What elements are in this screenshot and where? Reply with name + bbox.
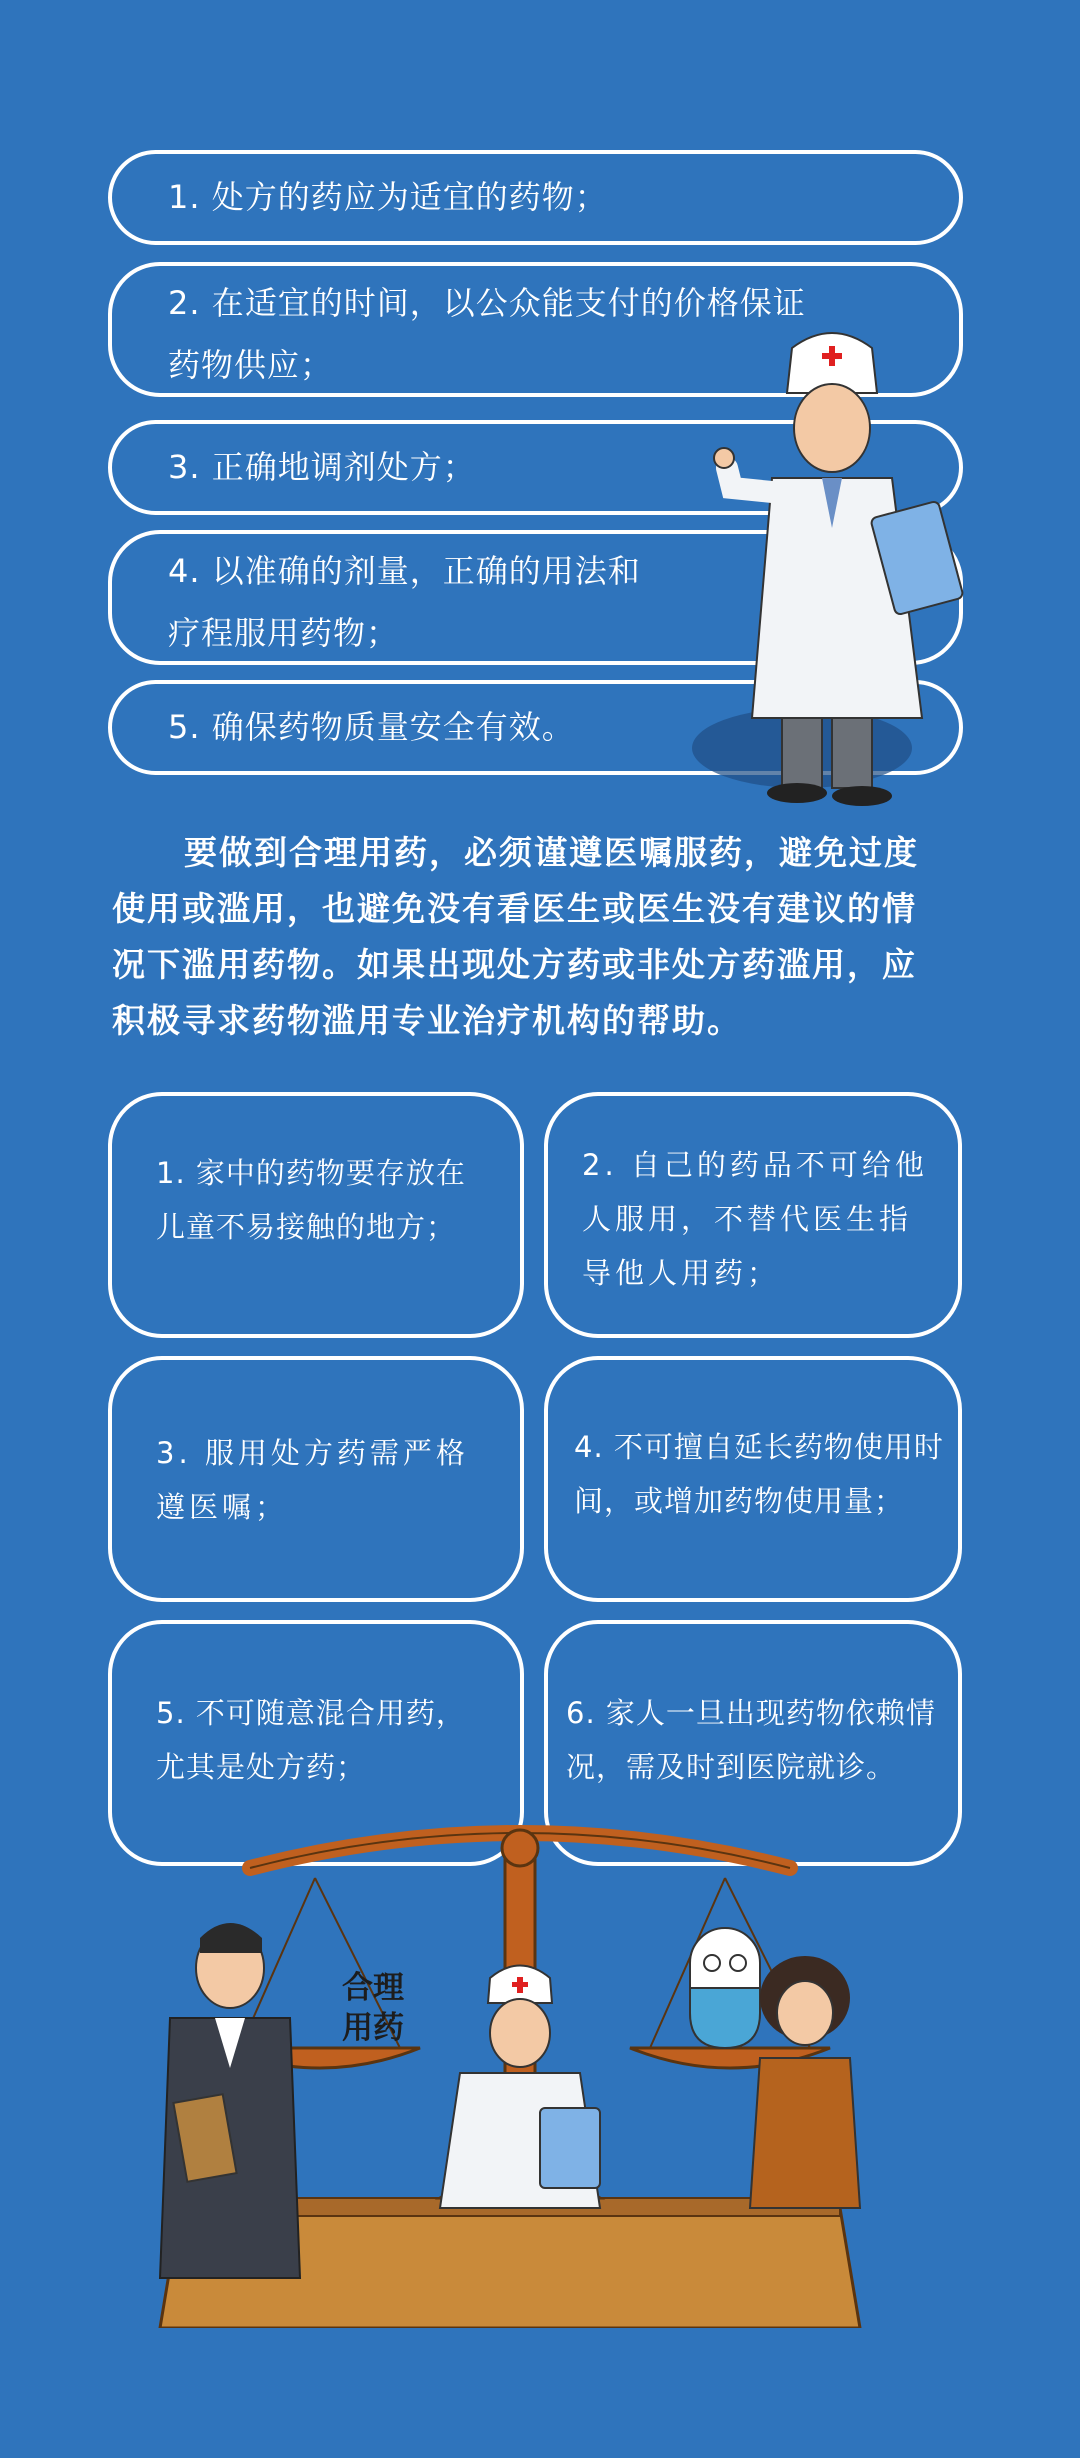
main-paragraph xyxy=(112,825,972,1049)
paragraph-line: 使用或滥用，也避免没有看医生或医生没有建议的情 xyxy=(112,889,917,928)
tip-text: 儿童不易接触的地方； xyxy=(156,1210,457,1244)
paragraph-line: 要做到合理用药，必须谨遵医嘱服药，避免过度 xyxy=(184,833,919,872)
tip-card xyxy=(544,1356,962,1602)
scale-pan-label xyxy=(342,1968,404,2048)
tip-text: 间，或增加药物使用量； xyxy=(574,1484,905,1518)
tip-text: 遵医嘱； xyxy=(156,1490,289,1524)
tip-text: 3. 服用处方药需严格 xyxy=(156,1436,469,1470)
principle-item xyxy=(108,150,963,245)
principle-text: 3. 正确地调剂处方； xyxy=(168,448,476,486)
tip-text: 2. 自己的药品不可给他 xyxy=(582,1148,928,1182)
tip-text: 4. 不可擅自延长药物使用时 xyxy=(574,1430,944,1464)
tip-card xyxy=(108,1092,524,1338)
scale-pan-text: 合理 xyxy=(342,1970,404,2006)
principle-text: 疗程服用药物； xyxy=(168,614,400,652)
tip-card xyxy=(544,1092,962,1338)
tip-text: 1. 家中的药物要存放在 xyxy=(156,1156,466,1190)
tip-text: 6. 家人一旦出现药物依赖情 xyxy=(566,1696,936,1730)
tip-text: 导他人用药； xyxy=(582,1256,781,1290)
principle-text: 4. 以准确的剂量，正确的用法和 xyxy=(168,552,641,590)
principle-text: 1. 处方的药应为适宜的药物； xyxy=(168,178,608,216)
principle-text: 5. 确保药物质量安全有效。 xyxy=(168,708,575,746)
principle-text: 药物供应； xyxy=(168,346,334,384)
tip-text: 尤其是处方药； xyxy=(156,1750,367,1784)
paragraph-line: 积极寻求药物滥用专业治疗机构的帮助。 xyxy=(112,1001,742,1040)
tip-text: 5. 不可随意混合用药， xyxy=(156,1696,466,1730)
paragraph-line: 况下滥用药物。如果出现处方药或非处方药滥用，应 xyxy=(112,945,917,984)
scale-pan-text: 用药 xyxy=(342,2010,404,2046)
principle-text: 2. 在适宜的时间，以公众能支付的价格保证 xyxy=(168,284,806,322)
tip-text: 人服用，不替代医生指 xyxy=(582,1202,913,1236)
tip-card xyxy=(108,1356,524,1602)
scale-illustration xyxy=(140,1808,900,2328)
tip-text: 况，需及时到医院就诊。 xyxy=(566,1750,897,1784)
doctor-illustration xyxy=(672,318,992,818)
